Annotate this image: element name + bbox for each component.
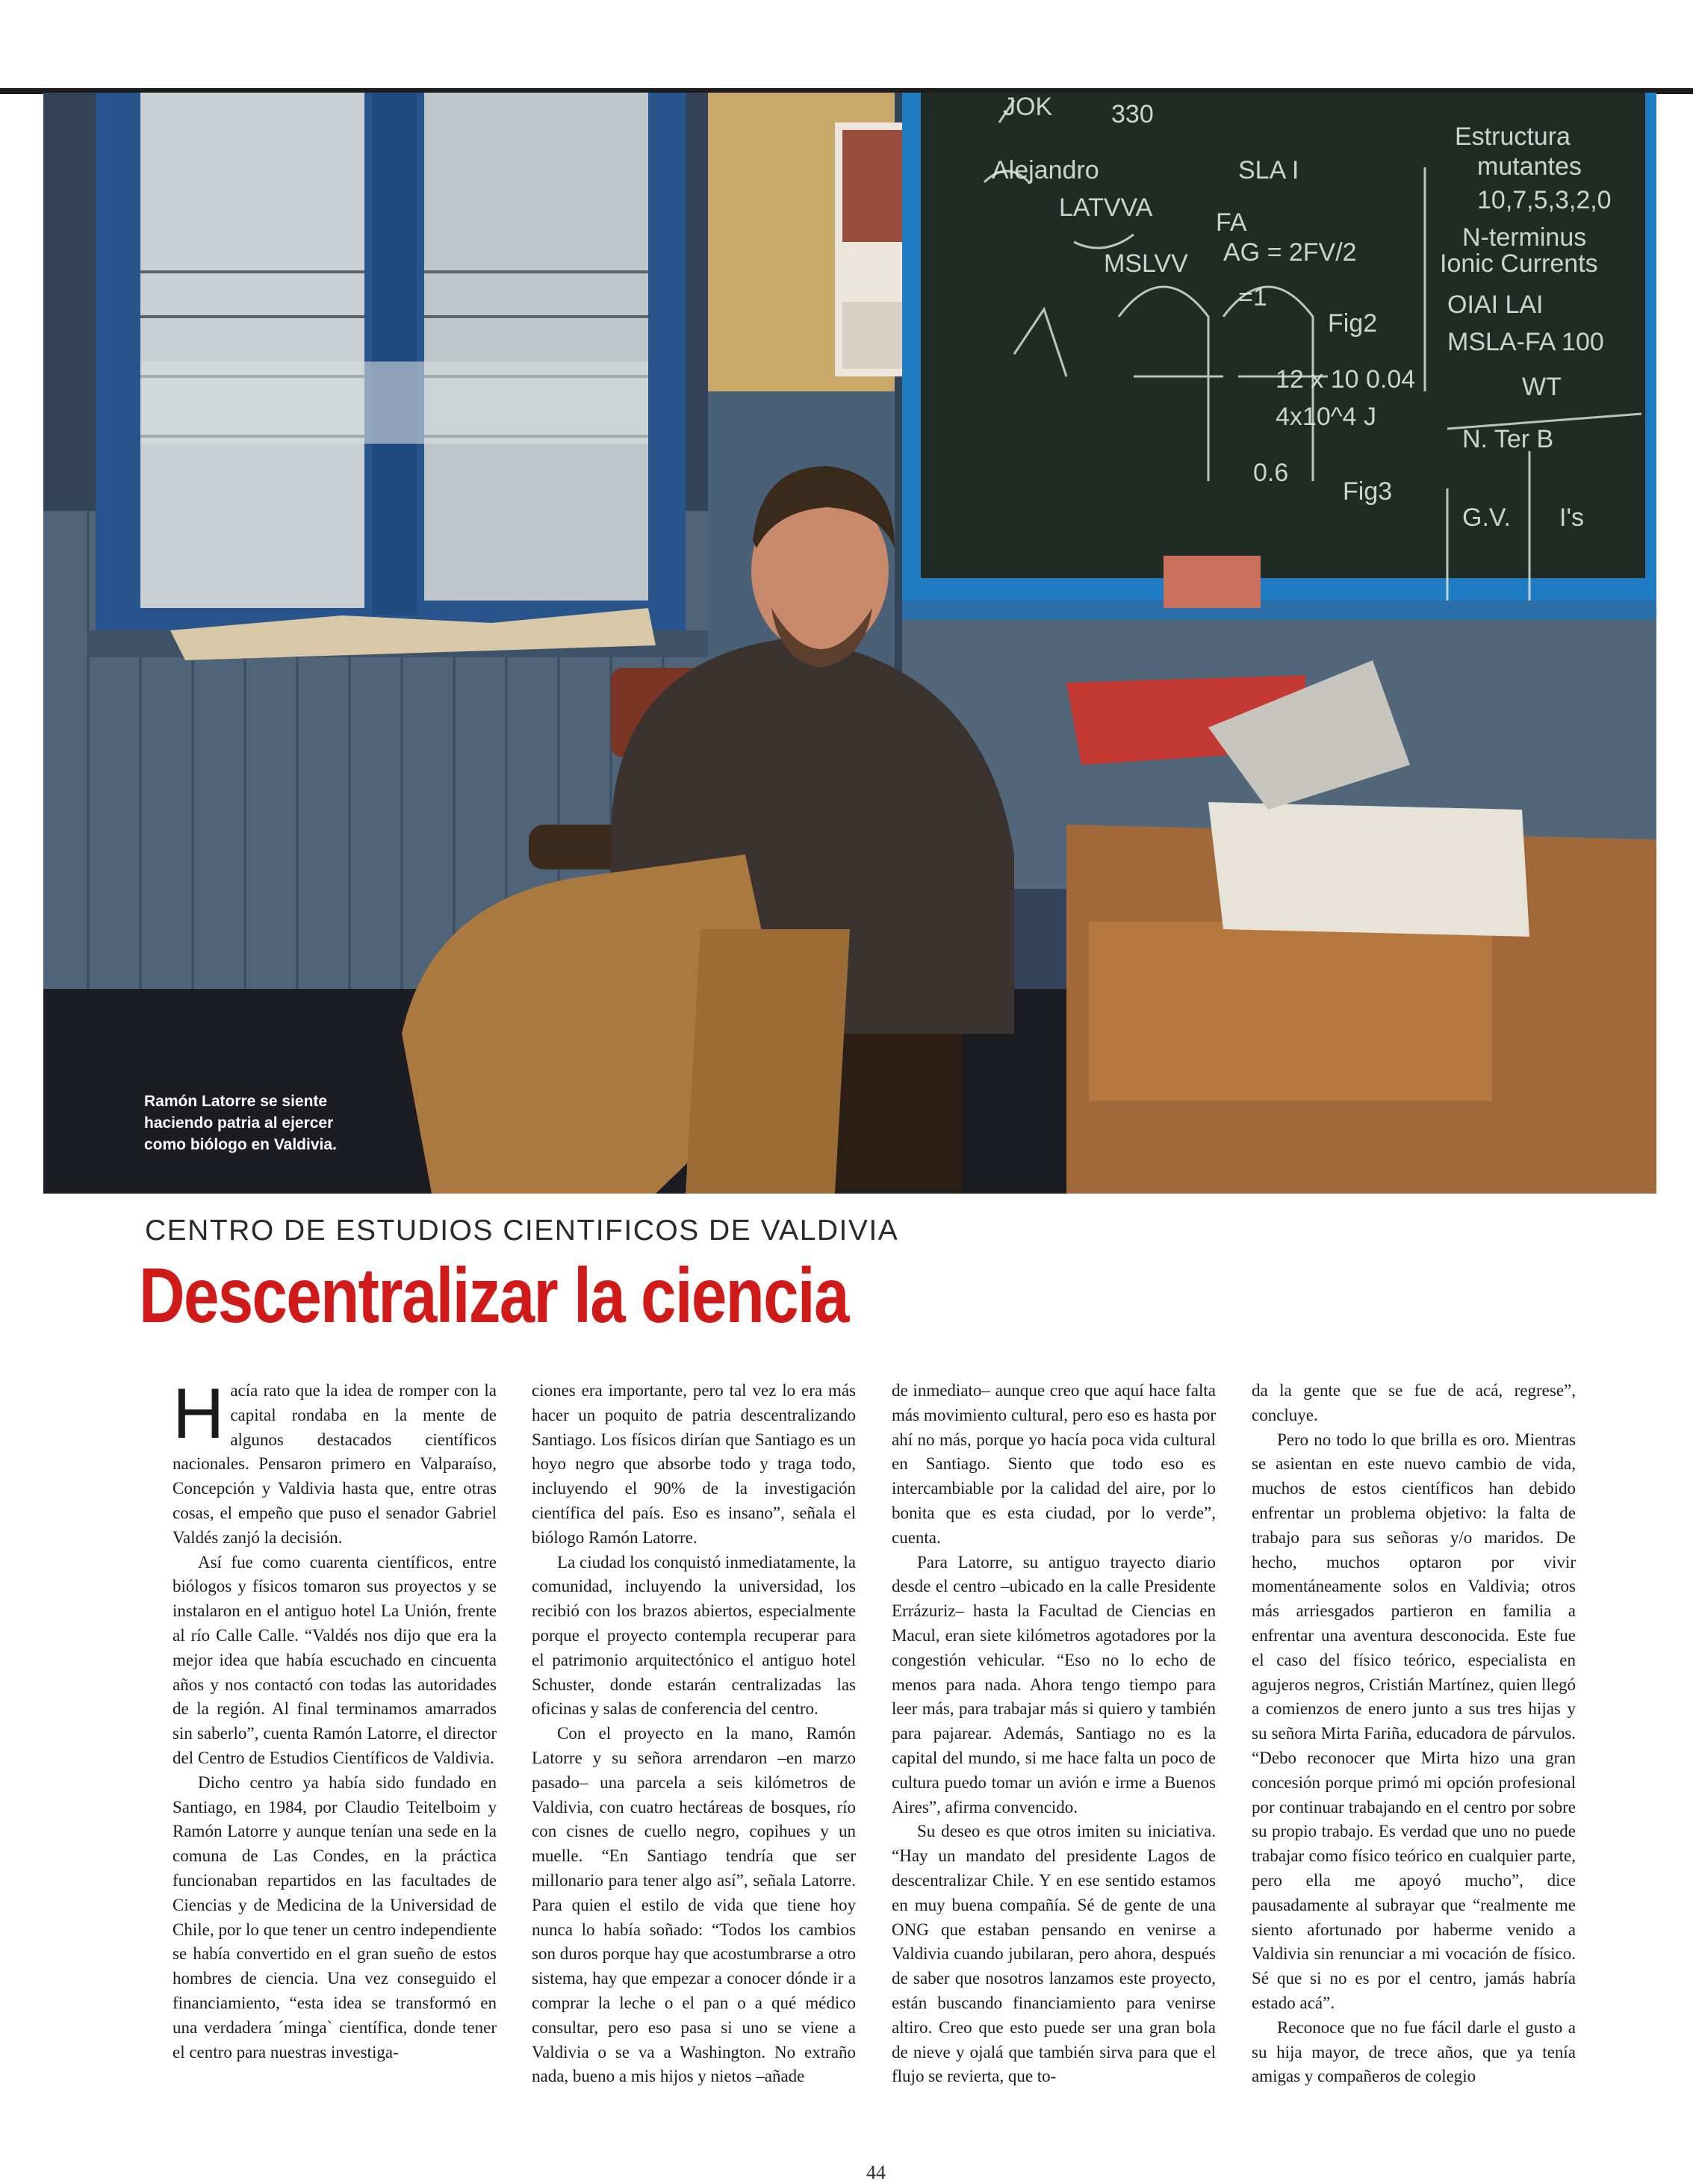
- article-headline: Descentralizar la ciencia: [139, 1253, 848, 1339]
- body-paragraph: [173, 1379, 497, 1551]
- drop-cap: H: [173, 1379, 225, 1454]
- section-label: CENTRO DE ESTUDIOS CIENTIFICOS DE VALDIVIA: [145, 1214, 899, 1247]
- body-paragraph: Reconoce que no fue fácil darle el gusto a su hija mayor, de trece años, que ya tenía amigas y compañeros de colegio: [1252, 2017, 1576, 2086]
- body-paragraph: da la gente que se fue de acá, regrese”, concluye.: [1252, 1381, 1576, 1424]
- svg-text:N-terminus: N-terminus: [1462, 223, 1587, 252]
- svg-text:0.6: 0.6: [1253, 459, 1289, 487]
- body-paragraph: Su deseo es que otros imiten su iniciativa. “Hay un mandato del presidente Lagos de descentralizar Chile. Y en ese sentido estamos en muy buena compañía. Sé de gente de una ONG que estaban pensando en venirse a Valdivia cuando jubilaran, pero ahora, después de saber que nosotros lanzamos este proyecto, están buscando financiamiento para venirse altiro. Creo que esto puede ser una gran bola de nieve y ojalá que también sirva para que el flujo se revierta, que to-: [892, 1822, 1216, 2086]
- svg-text:WT: WT: [1522, 373, 1562, 401]
- svg-text:Estructura: Estructura: [1455, 122, 1571, 151]
- svg-text:FA: FA: [1216, 208, 1247, 237]
- body-text: acía rato que la idea de romper con la capital rondaba en la mente de algunos destacados científicos nacionales. Pensaron primero en Valparaíso, Concepción y Valdivia hasta que, entre otras cosas, el empeño que puso el senador Gabriel Valdés zanjó la decisión.: [173, 1381, 497, 1547]
- article-column-4: [1252, 1379, 1576, 2148]
- svg-text:OIAI LAI: OIAI LAI: [1447, 291, 1544, 319]
- body-paragraph: Para Latorre, su antiguo trayecto diario desde el centro –ubicado en la calle Presidente Errázuriz– hasta la Facultad de Ciencias en Macul, eran siete kilómetros agotadores por la congestión vehicular. “Eso no lo echo de menos para nada. Ahora tengo tiempo para leer más, para trabajar más si quiero y también para pajarear. Además, Santiago no es la capital del mundo, si me hace falta un poco de cultura puedo tomar un avión e irme a Buenos Aires”, afirma convencido.: [892, 1552, 1216, 1817]
- photo-caption: Ramón Latorre se siente haciendo patria al ejercer como biólogo en Valdivia.: [144, 1093, 337, 1153]
- body-paragraph: de inmediato– aunque creo que aquí hace falta más movimiento cultural, pero eso es hasta por ahí no más, porque yo hacía poca vida cultural en Santiago. Siento que todo eso es intercambiable por la calidad del aire, por lo bonita que es esta ciudad, por lo verde”, cuenta.: [892, 1381, 1216, 1547]
- svg-text:12 x 10 0.04: 12 x 10 0.04: [1276, 365, 1416, 394]
- svg-text:10,7,5,3,2,0: 10,7,5,3,2,0: [1477, 186, 1612, 214]
- article-column-3: [892, 1379, 1216, 2148]
- body-paragraph: La ciudad los conquistó inmediatamente, la comunidad, incluyendo la universidad, los recibió con los brazos abiertos, especialmente porque el proyecto contempla recuperar para el patrimonio arquitectónico el antiguo hotel Schuster, donde estarán centralizadas las oficinas y salas de conferencia del centro.: [532, 1552, 856, 1719]
- svg-text:Alejandro: Alejandro: [992, 156, 1099, 184]
- svg-text:LATVVA: LATVVA: [1059, 193, 1153, 222]
- page-number: 44: [866, 2162, 886, 2183]
- svg-text:MSLVV: MSLVV: [1104, 249, 1188, 278]
- svg-text:SLA I: SLA I: [1238, 156, 1299, 184]
- body-paragraph: Así fue como cuarenta científicos, entre biólogos y físicos tomaron sus proyectos y se instalaron en el antiguo hotel La Unión, frente al río Calle Calle. “Valdés nos dijo que era la mejor idea que había escuchado en cincuenta años y nos contactó con todas las autoridades de la región. Al final terminamos amarrados sin saberlo”, cuenta Ramón Latorre, el director del Centro de Estudios Científicos de Valdivia.: [173, 1552, 497, 1767]
- svg-text:JOK: JOK: [1003, 93, 1053, 121]
- svg-text:I's: I's: [1559, 503, 1584, 532]
- body-paragraph: Dicho centro ya había sido fundado en Santiago, en 1984, por Claudio Teitelboim y Ramón Latorre y aunque tenían una sede en la comuna de Las Condes, en la práctica funcionaban repartidos en las facultades de Ciencias y de Medicina de la Universidad de Chile, por lo que tener un centro independiente se había convertido en el gran sueño de estos hombres de ciencia. Una vez conseguido el financiamiento, “esta idea se transformó en una verdadera ´minga` científica, donde tener el centro para nuestras investiga-: [173, 1772, 497, 2062]
- body-paragraph: ciones era importante, pero tal vez lo era más hacer un poquito de patria descentralizando Santiago. Los físicos dirían que Santiago es un hoyo negro que absorbe todo y traga todo, incluyendo el 90% de la investigación científica del país. Eso es insano”, señala el biólogo Ramón Latorre.: [532, 1381, 856, 1547]
- svg-text:4x10^4 J: 4x10^4 J: [1276, 403, 1377, 431]
- svg-text:MSLA-FA 100: MSLA-FA 100: [1447, 328, 1604, 356]
- article-body: [0, 1379, 1693, 2148]
- svg-text:Fig3: Fig3: [1343, 477, 1393, 506]
- svg-text:Fig2: Fig2: [1328, 309, 1378, 338]
- svg-text:AG = 2FV/2: AG = 2FV/2: [1223, 238, 1357, 267]
- svg-text:G.V.: G.V.: [1462, 503, 1511, 532]
- article-column-2: [532, 1379, 856, 2148]
- svg-text:mutantes: mutantes: [1477, 152, 1582, 181]
- svg-text:N. Ter B: N. Ter B: [1462, 425, 1554, 453]
- article-photo: [43, 93, 1656, 1194]
- svg-text:Ionic Currents: Ionic Currents: [1440, 249, 1598, 278]
- article-column-1: [173, 1379, 497, 2148]
- body-paragraph: Con el proyecto en la mano, Ramón Latorre y su señora arrendaron –en marzo pasado– una parcela a seis kilómetros de Valdivia, con cuatro hectáreas de bosques, río con cisnes de cuello negro, copihues y un muelle. “En Santiago tendría que ser millonario para tener algo así”, señala Latorre. Para quien el estilo de vida que tiene hoy nunca lo había soñado: “Todos los cambios son duros porque hay que acostumbrarse a otro sistema, hay que empezar a conocer dónde ir a comprar la leche o el pan o a qué médico consultar, pero eso pasa si uno se viene a Valdivia o se va a Washington. No extraño nada, bueno a mis hijos y nietos –añade: [532, 1724, 856, 2086]
- body-paragraph: Pero no todo lo que brilla es oro. Mientras se asientan en este nuevo cambio de vida, muchos de estos científicos han debido enfrentar un problema objetivo: la falta de trabajo para sus señoras y/o maridos. De hecho, muchos optaron por vivir momentáneamente solos en Valdivia; otros más arriesgados partieron en familia a enfrentar una aventura desconocida. Este fue el caso del físico teórico, especialista en agujeros negros, Cristián Martínez, quien llegó a comienzos de enero junto a sus tres hijas y su señora Mirta Fariña, educadora de párvulos. “Debo reconocer que Mirta hizo una gran concesión porque primó mi opción profesional por continuar trabajando en el centro por sobre su propio trabajo. Es verdad que uno no puede trabajar como físico teórico en cualquier parte, pero ella me apoyó mucho”, dice pausadamente al subrayar que “realmente me siento afortunado por haberme venido a Valdivia sin renunciar a mi vocación de físico. Sé que si no es por el centro, jamás habría estado acá”.: [1252, 1430, 1576, 2012]
- svg-text:=1: =1: [1238, 283, 1267, 311]
- svg-text:330: 330: [1111, 100, 1154, 128]
